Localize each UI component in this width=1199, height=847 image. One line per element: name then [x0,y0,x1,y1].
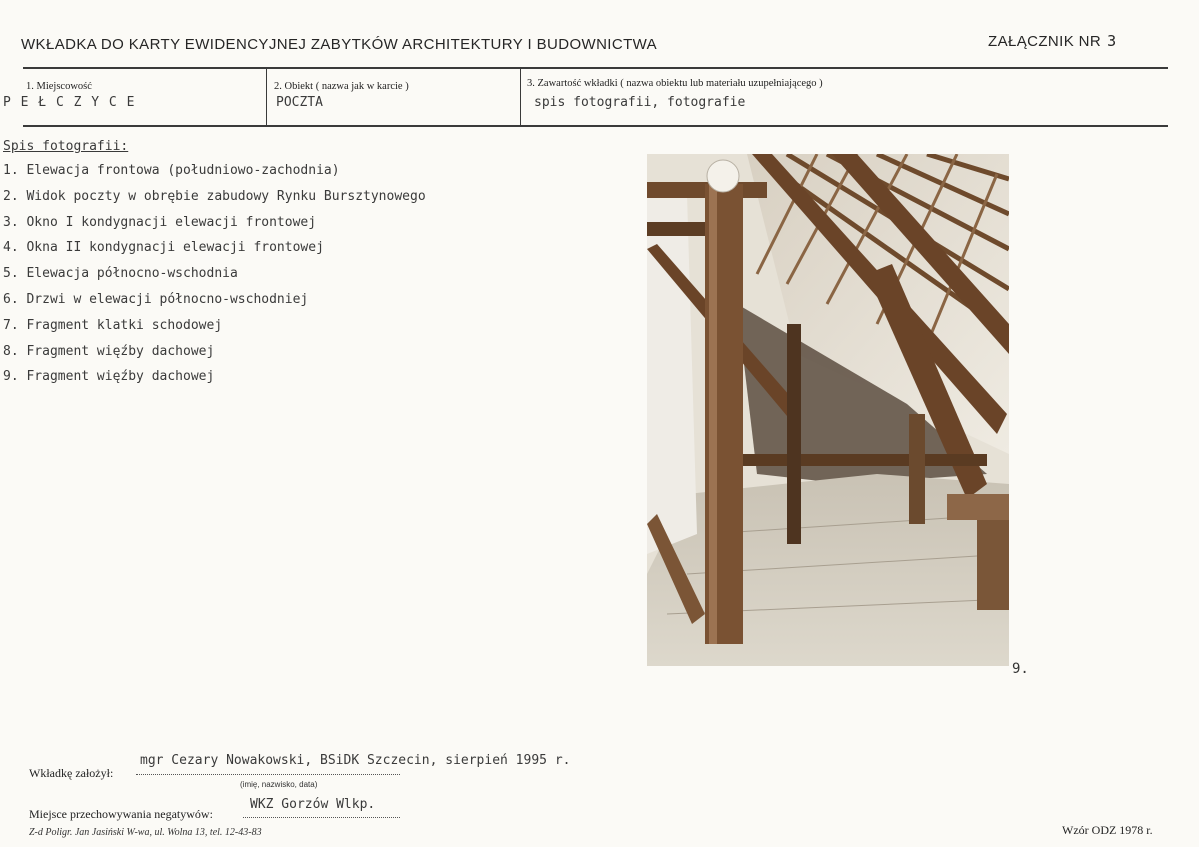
storage-label: Miejsce przechowywania negatywów: [29,807,213,821]
photo-list-heading: Spis fotografii: [3,139,129,154]
locality-label: 1. Miejscowość [26,81,92,92]
storage-value: WKZ Gorzów Wlkp. [250,797,376,812]
object-label: 2. Obiekt ( nazwa jak w karcie ) [274,81,409,92]
author-hint: (imię, nazwisko, data) [240,780,318,789]
table-divider-1 [266,69,267,125]
contents-value: spis fotografii, fotografie [534,95,746,110]
table-top-rule [23,67,1168,69]
locality-value: P E Ł C Z Y C E [3,95,136,110]
author-value: mgr Cezary Nowakowski, BSiDK Szczecin, sierpień 1995 r. [140,753,571,768]
storage-dotted-line [243,817,400,818]
list-item: 4. Okna II kondygnacji elewacji frontowej [3,240,324,256]
table-divider-2 [520,69,521,125]
list-item: 2. Widok poczty w obrębie zabudowy Rynku Bursztynowego [3,188,426,204]
photo-list [3,163,426,395]
list-item: 6. Drzwi w elewacji północno-wschodniej [3,291,309,307]
list-item: 5. Elewacja północno-wschodnia [3,266,238,282]
annex-number: 3 [1107,32,1117,50]
author-dotted-line [136,774,400,775]
list-item: 8. Fragment więźby dachowej [3,343,215,359]
attic-roof-truss-photo [647,154,1009,666]
list-item: 1. Elewacja frontowa (południowo-zachodnia) [3,163,340,178]
photo-number: 9. [1012,661,1029,677]
printer-imprint: Z-d Poligr. Jan Jasiński W-wa, ul. Wolna 13, tel. 12-43-83 [29,827,262,838]
contents-label: 3. Zawartość wkładki ( nazwa obiektu lub materiału uzupełniającego ) [527,78,823,89]
object-value: POCZTA [276,95,323,110]
list-item: 9. Fragment więźby dachowej [3,369,215,385]
list-item: 7. Fragment klatki schodowej [3,317,223,333]
attic-roof-truss-illustration [647,154,1009,666]
annex-label [988,32,1117,50]
list-item: 3. Okno I kondygnacji elewacji frontowej [3,214,317,230]
form-pattern: Wzór ODZ 1978 r. [1062,823,1153,837]
annex-label-text: ZAŁĄCZNIK NR [988,33,1102,50]
author-label: Wkładkę założył: [29,766,114,780]
form-title: WKŁADKA DO KARTY EWIDENCYJNEJ ZABYTKÓW ARCHITEKTURY I BUDOWNICTWA [21,36,658,53]
table-bottom-rule [23,125,1168,127]
